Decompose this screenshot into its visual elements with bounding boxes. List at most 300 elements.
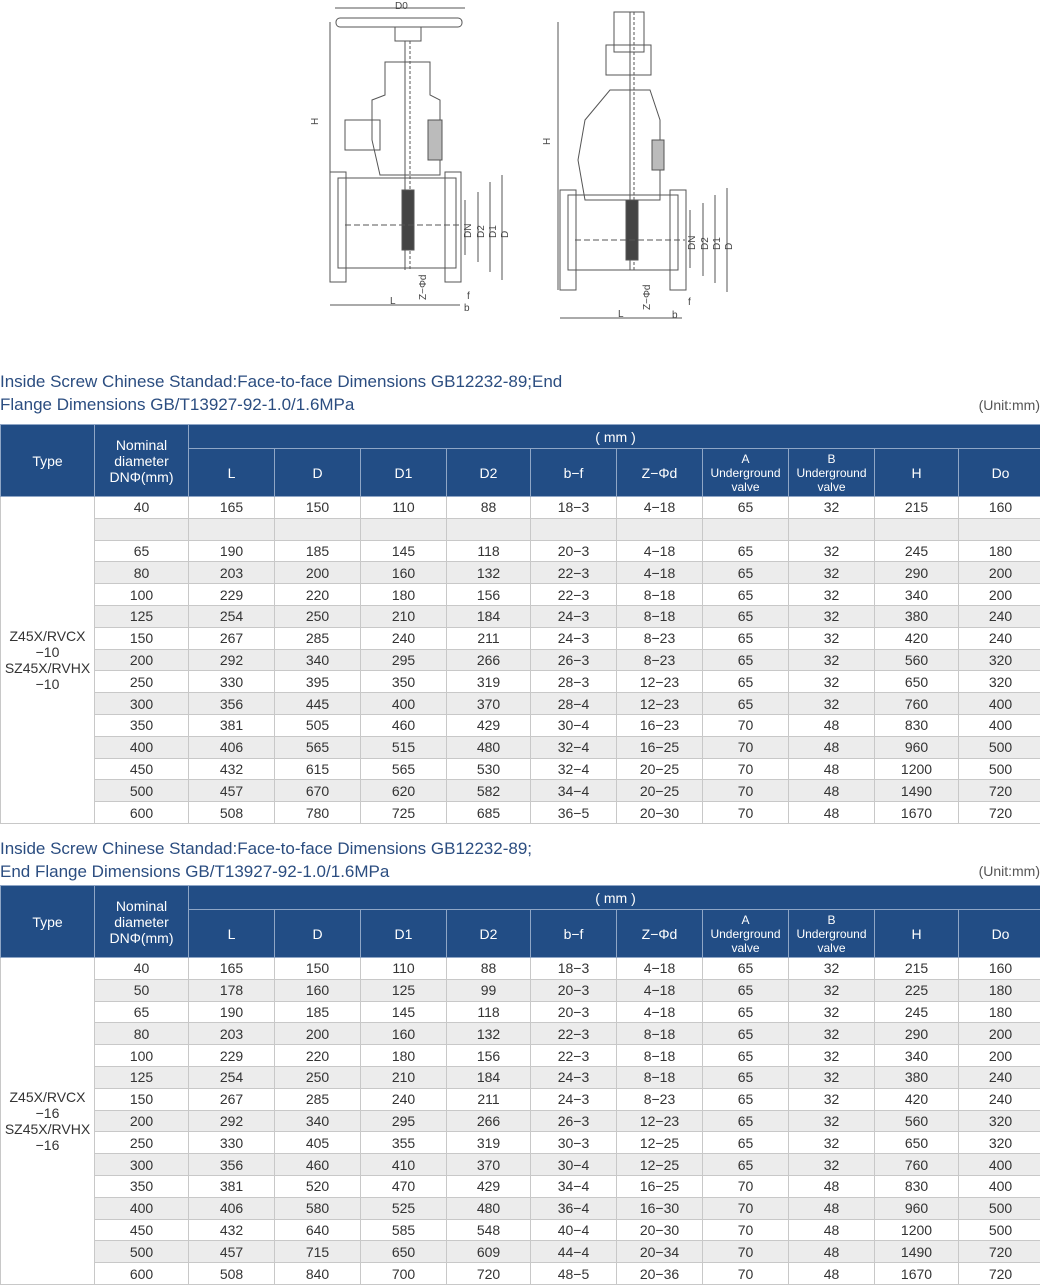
table-cell: 500 bbox=[959, 1219, 1040, 1241]
table-row bbox=[1, 562, 1040, 584]
table-row bbox=[1, 780, 1040, 802]
title-line: Flange Dimensions GB/T13927-92-1.0/1.6MPa bbox=[0, 395, 355, 414]
section-title-2 bbox=[0, 837, 532, 883]
left-label-bolt: Z−Φd bbox=[418, 274, 429, 300]
right-label-l: L bbox=[618, 309, 624, 320]
right-valve-drawing bbox=[542, 12, 735, 321]
table-cell: 180 bbox=[959, 1001, 1040, 1023]
table-cell: 380 bbox=[875, 1066, 959, 1088]
table-row bbox=[1, 1110, 1040, 1132]
type-line: −10 bbox=[35, 675, 60, 692]
table-row bbox=[1, 1263, 1040, 1285]
table-cell: 65 bbox=[703, 1154, 789, 1176]
table-cell: 20−3 bbox=[531, 979, 617, 1001]
table-cell: 445 bbox=[275, 693, 361, 715]
table-row bbox=[1, 1241, 1040, 1263]
table-row bbox=[1, 1197, 1040, 1219]
section-title-1 bbox=[0, 370, 562, 416]
table-cell bbox=[361, 518, 447, 540]
table-cell: 720 bbox=[959, 1241, 1040, 1263]
table-cell: 65 bbox=[703, 1001, 789, 1023]
table-row bbox=[1, 714, 1040, 736]
table-cell: 457 bbox=[189, 780, 275, 802]
table-cell: 525 bbox=[361, 1197, 447, 1219]
type-line: −16 bbox=[35, 1104, 60, 1121]
table-cell: 70 bbox=[703, 714, 789, 736]
table-cell: 48 bbox=[789, 1175, 875, 1197]
table-cell: 70 bbox=[703, 1175, 789, 1197]
table-row bbox=[1, 758, 1040, 780]
table-row bbox=[1, 497, 1040, 519]
table-cell: 145 bbox=[361, 1001, 447, 1023]
table-cell: 118 bbox=[447, 540, 531, 562]
table-cell: 24−3 bbox=[531, 627, 617, 649]
header-line: B bbox=[827, 912, 836, 927]
header-line: Underground bbox=[710, 465, 781, 480]
table-cell: 330 bbox=[189, 1132, 275, 1154]
table-cell: 150 bbox=[95, 1088, 189, 1110]
table-cell: 165 bbox=[189, 497, 275, 519]
table-cell: 70 bbox=[703, 1241, 789, 1263]
table-cell: 32 bbox=[789, 627, 875, 649]
table-cell: 350 bbox=[95, 714, 189, 736]
type-cell bbox=[1, 497, 95, 824]
table-cell: 615 bbox=[275, 758, 361, 780]
table-cell: 70 bbox=[703, 1197, 789, 1219]
table-cell: 400 bbox=[959, 1175, 1040, 1197]
table-cell: 65 bbox=[703, 584, 789, 606]
table-cell: 34−4 bbox=[531, 780, 617, 802]
right-label-d2: D2 bbox=[700, 237, 711, 250]
table-cell: 36−4 bbox=[531, 1197, 617, 1219]
header-line: A bbox=[741, 451, 750, 466]
table-cell: 110 bbox=[361, 497, 447, 519]
table-cell bbox=[789, 518, 875, 540]
table-cell: 48 bbox=[789, 736, 875, 758]
table-cell: 320 bbox=[959, 671, 1040, 693]
unit-label-1: (Unit:mm) bbox=[978, 397, 1040, 413]
header-b-underground bbox=[789, 910, 875, 958]
table-cell: 505 bbox=[275, 714, 361, 736]
table-cell: 4−18 bbox=[617, 540, 703, 562]
header-col: D1 bbox=[361, 910, 447, 958]
table-cell: 48 bbox=[789, 1263, 875, 1285]
table-cell: 720 bbox=[447, 1263, 531, 1285]
table-row bbox=[1, 1088, 1040, 1110]
table-cell: 48−5 bbox=[531, 1263, 617, 1285]
table-cell: 132 bbox=[447, 1023, 531, 1045]
table-cell: 156 bbox=[447, 584, 531, 606]
table-cell: 420 bbox=[875, 1088, 959, 1110]
table-cell: 32 bbox=[789, 1132, 875, 1154]
table-cell: 65 bbox=[703, 979, 789, 1001]
table-row bbox=[1, 649, 1040, 671]
table-cell: 28−3 bbox=[531, 671, 617, 693]
right-label-b: b bbox=[672, 310, 678, 321]
table-cell: 240 bbox=[361, 1088, 447, 1110]
table-cell: 500 bbox=[959, 758, 1040, 780]
table-cell: 150 bbox=[95, 627, 189, 649]
table-cell: 200 bbox=[95, 1110, 189, 1132]
table-cell: 406 bbox=[189, 736, 275, 758]
table-cell: 4−18 bbox=[617, 497, 703, 519]
table-cell: 125 bbox=[361, 979, 447, 1001]
table-cell: 32 bbox=[789, 1066, 875, 1088]
table-cell: 180 bbox=[959, 979, 1040, 1001]
table-cell: 132 bbox=[447, 562, 531, 584]
table-cell: 20−3 bbox=[531, 540, 617, 562]
table-cell: 32−4 bbox=[531, 758, 617, 780]
table-cell: 160 bbox=[361, 562, 447, 584]
table-cell: 210 bbox=[361, 1066, 447, 1088]
header-col: Do bbox=[959, 910, 1040, 958]
left-valve-drawing bbox=[310, 1, 511, 314]
header-col: D bbox=[275, 910, 361, 958]
table-cell: 65 bbox=[703, 1023, 789, 1045]
table-cell: 32 bbox=[789, 1023, 875, 1045]
table-cell: 530 bbox=[447, 758, 531, 780]
table-cell: 548 bbox=[447, 1219, 531, 1241]
table-cell: 184 bbox=[447, 1066, 531, 1088]
table-cell: 406 bbox=[189, 1197, 275, 1219]
table-cell: 1490 bbox=[875, 780, 959, 802]
table-cell: 560 bbox=[875, 649, 959, 671]
table-cell: 429 bbox=[447, 1175, 531, 1197]
table-cell: 32 bbox=[789, 649, 875, 671]
table-cell: 20−3 bbox=[531, 1001, 617, 1023]
table-cell: 65 bbox=[703, 562, 789, 584]
table-cell: 65 bbox=[703, 649, 789, 671]
table-cell: 292 bbox=[189, 649, 275, 671]
table-cell: 250 bbox=[95, 1132, 189, 1154]
table-cell: 830 bbox=[875, 714, 959, 736]
table-cell: 200 bbox=[959, 584, 1040, 606]
table-cell: 160 bbox=[959, 497, 1040, 519]
table-cell: 65 bbox=[703, 1110, 789, 1132]
table-row bbox=[1, 1023, 1040, 1045]
table-cell: 125 bbox=[95, 1066, 189, 1088]
table-cell: 20−30 bbox=[617, 802, 703, 824]
table-cell bbox=[617, 518, 703, 540]
table-cell: 215 bbox=[875, 497, 959, 519]
header-type: Type bbox=[1, 425, 95, 497]
header-mm-unit: ( mm ) bbox=[189, 425, 1040, 449]
table-cell: 16−23 bbox=[617, 714, 703, 736]
type-cell bbox=[1, 958, 95, 1285]
header-line: DNΦ(mm) bbox=[109, 468, 174, 485]
table-cell: 48 bbox=[789, 714, 875, 736]
table-cell: 250 bbox=[95, 671, 189, 693]
table-row bbox=[1, 518, 1040, 540]
table-cell: 370 bbox=[447, 693, 531, 715]
table-cell: 178 bbox=[189, 979, 275, 1001]
header-line: Underground bbox=[796, 926, 867, 941]
table-cell: 165 bbox=[189, 958, 275, 980]
table-cell: 370 bbox=[447, 1154, 531, 1176]
table-cell: 340 bbox=[875, 584, 959, 606]
table-row bbox=[1, 958, 1040, 980]
table-cell: 600 bbox=[95, 802, 189, 824]
table-cell: 725 bbox=[361, 802, 447, 824]
spec-table-1 bbox=[0, 424, 1040, 824]
table-cell: 4−18 bbox=[617, 562, 703, 584]
table-cell: 110 bbox=[361, 958, 447, 980]
table-cell: 220 bbox=[275, 584, 361, 606]
table-cell: 295 bbox=[361, 649, 447, 671]
table-cell: 65 bbox=[703, 1132, 789, 1154]
table-cell: 319 bbox=[447, 671, 531, 693]
table-cell: 650 bbox=[875, 1132, 959, 1154]
table-cell: 160 bbox=[959, 958, 1040, 980]
table-cell: 20−30 bbox=[617, 1219, 703, 1241]
left-label-h: H bbox=[310, 117, 321, 125]
table-cell: 400 bbox=[95, 736, 189, 758]
table-cell: 160 bbox=[361, 1023, 447, 1045]
table-cell: 1670 bbox=[875, 1263, 959, 1285]
table-cell: 12−23 bbox=[617, 1110, 703, 1132]
table-row bbox=[1, 605, 1040, 627]
left-label-d2: D2 bbox=[476, 225, 487, 238]
table-cell: 515 bbox=[361, 736, 447, 758]
left-label-b: b bbox=[464, 303, 470, 314]
table-cell: 40 bbox=[95, 497, 189, 519]
table-cell: 240 bbox=[959, 627, 1040, 649]
valve-diagrams bbox=[0, 0, 1040, 340]
table-cell: 715 bbox=[275, 1241, 361, 1263]
table-cell: 450 bbox=[95, 1219, 189, 1241]
table-cell: 400 bbox=[95, 1197, 189, 1219]
table-cell: 319 bbox=[447, 1132, 531, 1154]
table-cell: 215 bbox=[875, 958, 959, 980]
table-cell: 24−3 bbox=[531, 1066, 617, 1088]
table-cell: 620 bbox=[361, 780, 447, 802]
table-cell: 700 bbox=[361, 1263, 447, 1285]
header-col: L bbox=[189, 449, 275, 497]
table-cell: 320 bbox=[959, 1132, 1040, 1154]
table-row bbox=[1, 1045, 1040, 1067]
table-cell: 254 bbox=[189, 605, 275, 627]
table-cell: 16−25 bbox=[617, 736, 703, 758]
table-cell bbox=[189, 518, 275, 540]
table-cell: 381 bbox=[189, 714, 275, 736]
header-line: diameter bbox=[114, 913, 169, 930]
header-line: A bbox=[741, 912, 750, 927]
table-cell: 160 bbox=[275, 979, 361, 1001]
table-row bbox=[1, 1066, 1040, 1088]
table-cell: 211 bbox=[447, 1088, 531, 1110]
table-row bbox=[1, 1154, 1040, 1176]
table-cell: 395 bbox=[275, 671, 361, 693]
table-cell: 80 bbox=[95, 562, 189, 584]
table-cell: 20−25 bbox=[617, 780, 703, 802]
table-cell: 650 bbox=[361, 1241, 447, 1263]
table-cell: 240 bbox=[959, 605, 1040, 627]
table-cell: 22−3 bbox=[531, 562, 617, 584]
table-row bbox=[1, 627, 1040, 649]
table-cell: 200 bbox=[95, 649, 189, 671]
table-cell: 32 bbox=[789, 1001, 875, 1023]
header-col: H bbox=[875, 910, 959, 958]
table-cell: 960 bbox=[875, 1197, 959, 1219]
header-line: Nominal bbox=[115, 897, 168, 914]
table-cell: 480 bbox=[447, 736, 531, 758]
header-col: D2 bbox=[447, 910, 531, 958]
table-cell: 320 bbox=[959, 1110, 1040, 1132]
table-cell: 12−23 bbox=[617, 671, 703, 693]
table-cell: 200 bbox=[275, 1023, 361, 1045]
table-cell: 267 bbox=[189, 627, 275, 649]
table-cell: 290 bbox=[875, 562, 959, 584]
left-label-d0: D0 bbox=[395, 1, 408, 12]
right-label-dn: DN bbox=[687, 235, 698, 250]
table-cell: 203 bbox=[189, 1023, 275, 1045]
table-cell: 100 bbox=[95, 584, 189, 606]
header-nominal-diameter bbox=[95, 425, 189, 497]
table-cell: 80 bbox=[95, 1023, 189, 1045]
table-cell: 4−18 bbox=[617, 979, 703, 1001]
table-cell: 565 bbox=[275, 736, 361, 758]
table-cell: 240 bbox=[959, 1088, 1040, 1110]
table-cell: 240 bbox=[959, 1066, 1040, 1088]
table-cell: 185 bbox=[275, 1001, 361, 1023]
table-cell: 266 bbox=[447, 649, 531, 671]
header-line: valve bbox=[731, 940, 760, 955]
table-cell: 585 bbox=[361, 1219, 447, 1241]
table-cell bbox=[703, 518, 789, 540]
table-row bbox=[1, 1175, 1040, 1197]
left-label-d1: D1 bbox=[488, 225, 499, 238]
header-nominal-diameter bbox=[95, 886, 189, 958]
table-cell: 118 bbox=[447, 1001, 531, 1023]
table-cell: 210 bbox=[361, 605, 447, 627]
table-cell: 48 bbox=[789, 1219, 875, 1241]
header-col: Z−Φd bbox=[617, 910, 703, 958]
right-label-h: H bbox=[542, 137, 553, 145]
title-line: End Flange Dimensions GB/T13927-92-1.0/1.6MPa bbox=[0, 862, 390, 881]
table-cell: 670 bbox=[275, 780, 361, 802]
table-cell: 8−18 bbox=[617, 605, 703, 627]
type-line: −10 bbox=[35, 643, 60, 660]
header-col: Do bbox=[959, 449, 1040, 497]
table-cell: 200 bbox=[959, 562, 1040, 584]
table-cell: 830 bbox=[875, 1175, 959, 1197]
table-cell: 200 bbox=[959, 1045, 1040, 1067]
table-cell: 720 bbox=[959, 802, 1040, 824]
table-cell: 65 bbox=[703, 605, 789, 627]
table-cell: 211 bbox=[447, 627, 531, 649]
table-cell: 125 bbox=[95, 605, 189, 627]
table-cell: 16−25 bbox=[617, 1175, 703, 1197]
table-cell: 184 bbox=[447, 605, 531, 627]
table-cell: 22−3 bbox=[531, 1023, 617, 1045]
header-col: L bbox=[189, 910, 275, 958]
table-cell: 450 bbox=[95, 758, 189, 780]
table-cell: 840 bbox=[275, 1263, 361, 1285]
header-col: b−f bbox=[531, 449, 617, 497]
table-cell: 429 bbox=[447, 714, 531, 736]
table-cell: 150 bbox=[275, 497, 361, 519]
table-cell: 32 bbox=[789, 1110, 875, 1132]
table-cell: 320 bbox=[959, 649, 1040, 671]
type-line: Z45X/RVCX bbox=[9, 627, 86, 644]
table-cell: 65 bbox=[703, 958, 789, 980]
type-line: Z45X/RVCX bbox=[9, 1088, 86, 1105]
table-cell: 99 bbox=[447, 979, 531, 1001]
type-line: SZ45X/RVHX bbox=[4, 659, 91, 676]
header-col: b−f bbox=[531, 910, 617, 958]
right-label-d1: D1 bbox=[712, 237, 723, 250]
table-cell: 8−18 bbox=[617, 1023, 703, 1045]
title-line: Inside Screw Chinese Standad:Face-to-face Dimensions GB12232-89;End bbox=[0, 372, 563, 391]
table-cell: 340 bbox=[275, 1110, 361, 1132]
header-col: H bbox=[875, 449, 959, 497]
table-cell: 12−25 bbox=[617, 1132, 703, 1154]
table-cell: 640 bbox=[275, 1219, 361, 1241]
table-cell: 8−18 bbox=[617, 1066, 703, 1088]
table-cell: 8−23 bbox=[617, 1088, 703, 1110]
header-line: valve bbox=[731, 479, 760, 494]
table-cell: 580 bbox=[275, 1197, 361, 1219]
table-cell: 190 bbox=[189, 1001, 275, 1023]
table-cell: 32 bbox=[789, 671, 875, 693]
table-cell: 100 bbox=[95, 1045, 189, 1067]
table-cell: 405 bbox=[275, 1132, 361, 1154]
table-cell: 34−4 bbox=[531, 1175, 617, 1197]
table-cell: 760 bbox=[875, 693, 959, 715]
table-row bbox=[1, 584, 1040, 606]
table-cell: 32 bbox=[789, 562, 875, 584]
table-cell: 470 bbox=[361, 1175, 447, 1197]
table-cell: 500 bbox=[959, 736, 1040, 758]
table-cell: 400 bbox=[959, 1154, 1040, 1176]
table-cell: 32 bbox=[789, 979, 875, 1001]
table-cell: 292 bbox=[189, 1110, 275, 1132]
table-cell: 250 bbox=[275, 1066, 361, 1088]
table-cell: 185 bbox=[275, 540, 361, 562]
table-cell: 32−4 bbox=[531, 736, 617, 758]
table-cell: 24−3 bbox=[531, 605, 617, 627]
table-cell: 420 bbox=[875, 627, 959, 649]
table-cell: 4−18 bbox=[617, 1001, 703, 1023]
table-cell: 8−18 bbox=[617, 584, 703, 606]
table-cell: 40 bbox=[95, 958, 189, 980]
header-line: DNΦ(mm) bbox=[109, 929, 174, 946]
table-cell: 220 bbox=[275, 1045, 361, 1067]
table-cell: 70 bbox=[703, 736, 789, 758]
right-label-d: D bbox=[724, 242, 735, 250]
left-label-dn: DN bbox=[463, 223, 474, 238]
table-cell: 18−3 bbox=[531, 497, 617, 519]
table-cell: 145 bbox=[361, 540, 447, 562]
table-cell: 350 bbox=[361, 671, 447, 693]
table-cell: 254 bbox=[189, 1066, 275, 1088]
table-cell: 8−18 bbox=[617, 1045, 703, 1067]
table-cell: 290 bbox=[875, 1023, 959, 1045]
table-cell: 22−3 bbox=[531, 1045, 617, 1067]
table-cell: 24−3 bbox=[531, 1088, 617, 1110]
table-cell: 65 bbox=[95, 540, 189, 562]
header-a-underground bbox=[703, 449, 789, 497]
table-cell: 267 bbox=[189, 1088, 275, 1110]
table-cell: 356 bbox=[189, 693, 275, 715]
table-cell: 36−5 bbox=[531, 802, 617, 824]
table-cell: 65 bbox=[703, 1088, 789, 1110]
table-cell: 65 bbox=[703, 693, 789, 715]
table-cell: 150 bbox=[275, 958, 361, 980]
table-cell: 26−3 bbox=[531, 649, 617, 671]
table-cell: 32 bbox=[789, 540, 875, 562]
header-line: valve bbox=[817, 940, 846, 955]
